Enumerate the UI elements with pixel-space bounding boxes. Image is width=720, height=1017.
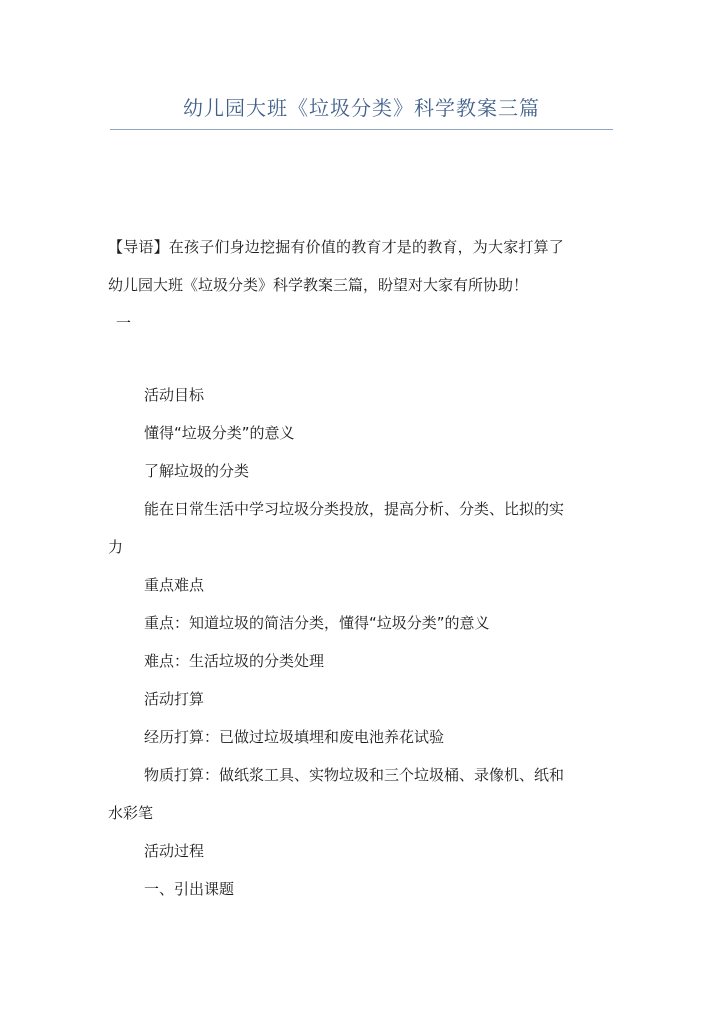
goal-item-2: 了解垃圾的分类 — [144, 462, 250, 480]
difficulty-point: 难点：生活垃圾的分类处理 — [144, 652, 325, 670]
key-point: 重点：知道垃圾的简洁分类，懂得“垃圾分类”的意义 — [144, 614, 490, 632]
heading-activity-process: 活动过程 — [144, 842, 205, 860]
material-prep-continued: 水彩笔 — [108, 804, 154, 822]
goal-item-3: 能在日常生活中学习垃圾分类投放，提高分析、分类、比拟的实 — [144, 500, 565, 518]
document-title: 幼儿园大班《垃圾分类》科学教案三篇 — [183, 96, 540, 120]
goal-item-1: 懂得“垃圾分类”的意义 — [144, 424, 295, 442]
heading-activity-prep: 活动打算 — [144, 690, 205, 708]
section-gap — [108, 342, 613, 376]
experience-prep: 经历打算：已做过垃圾填埋和废电池养花试验 — [144, 728, 445, 746]
title-underline — [110, 129, 613, 130]
intro-line-2: 幼儿园大班《垃圾分类》科学教案三篇，盼望对大家有所协助！ — [108, 276, 529, 294]
process-step-1: 一、引出课题 — [144, 880, 235, 898]
heading-key-points: 重点难点 — [144, 576, 205, 594]
material-prep: 物质打算：做纸浆工具、实物垃圾和三个垃圾桶、录像机、纸和 — [144, 766, 565, 784]
section-marker: 一 — [116, 314, 132, 332]
document-body — [108, 228, 613, 908]
goal-item-3-continued: 力 — [108, 538, 124, 556]
heading-activity-goals: 活动目标 — [144, 386, 205, 404]
intro-line-1: 【导语】在孩子们身边挖掘有价值的教育才是的教育，为大家打算了 — [108, 238, 565, 256]
